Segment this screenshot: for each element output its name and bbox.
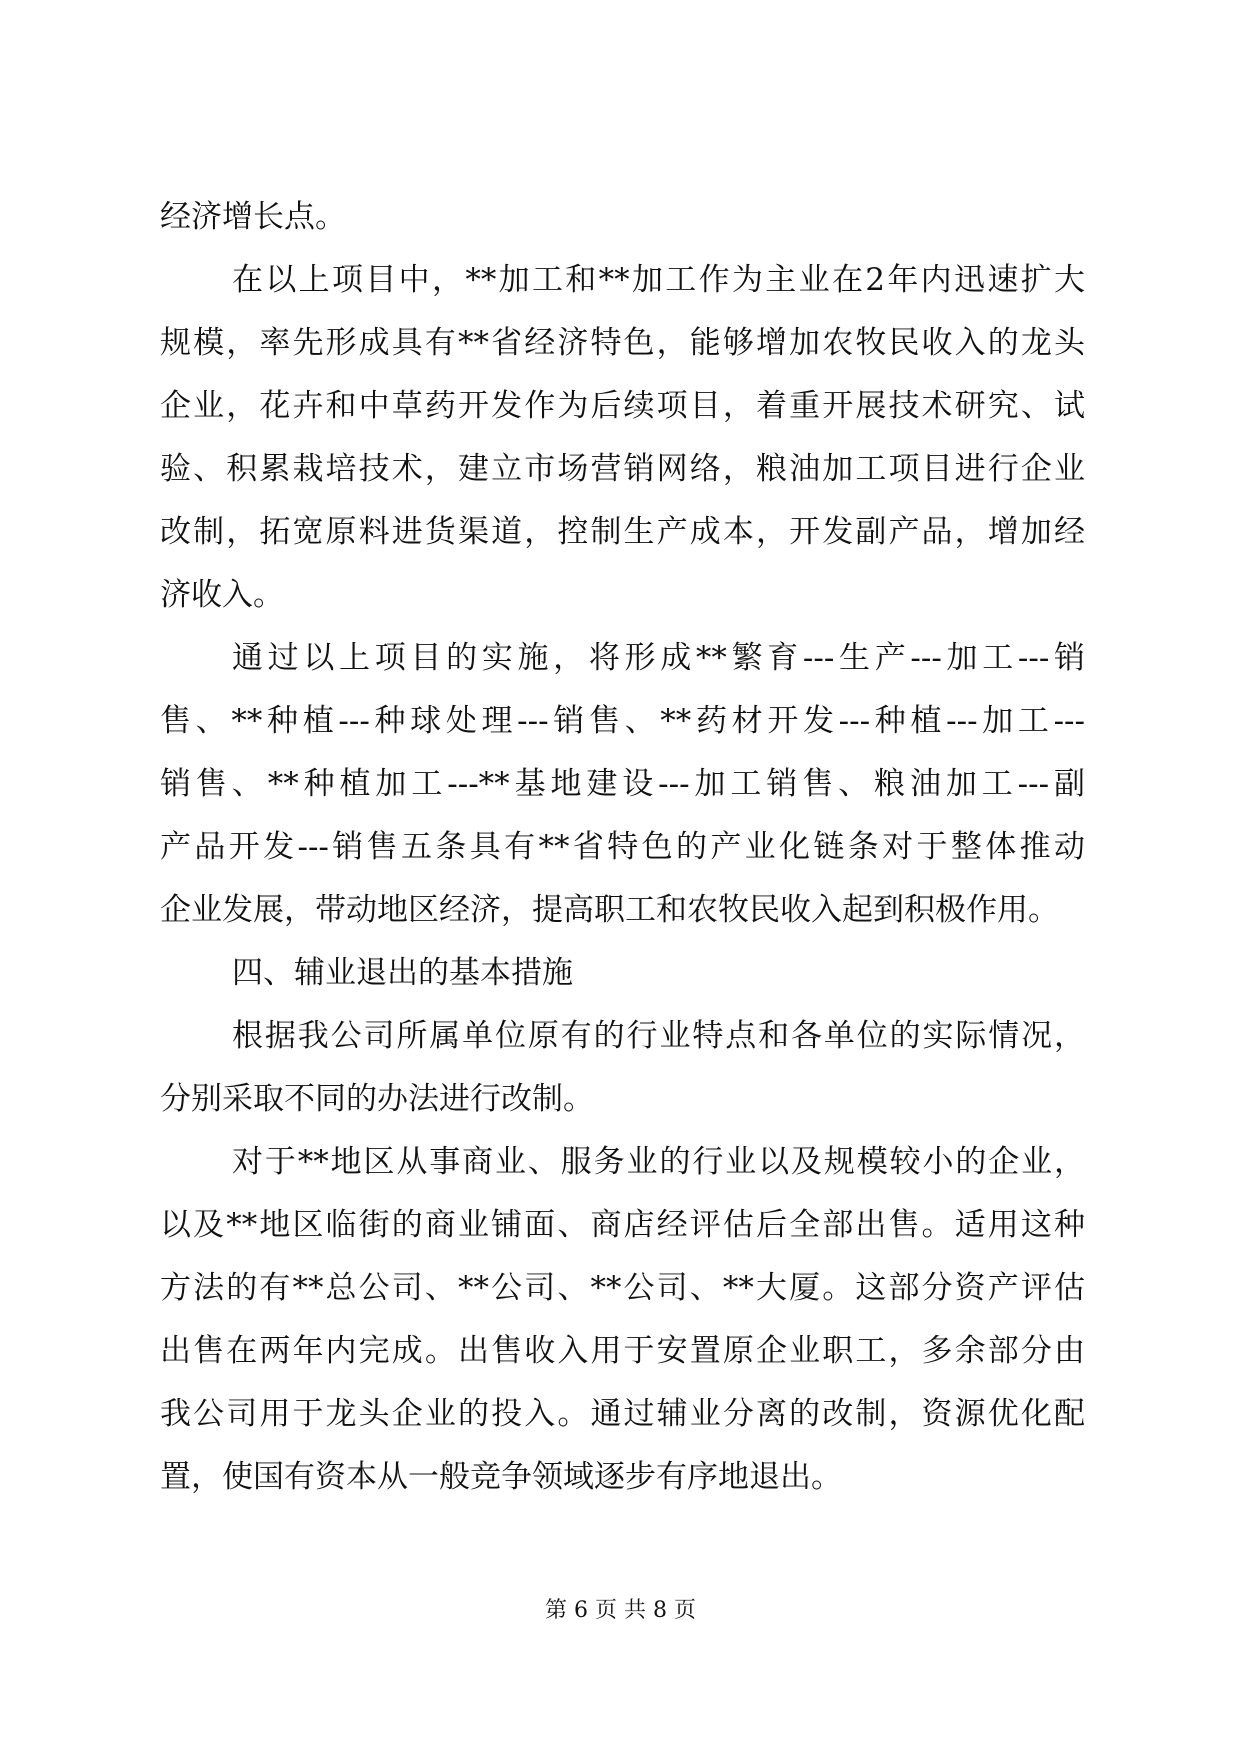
text-line: 在以上项目中，**加工和**加工作为主业在2年内迅速扩大 [232, 262, 1085, 298]
text-line: 四、辅业退出的基本措施 [232, 955, 573, 991]
text-line: 出售在两年内完成。出售收入用于安置原企业职工，多余部分由 [160, 1333, 1085, 1369]
text-line: 售、**种植---种球处理---销售、**药材开发---种植---加工--- [160, 703, 1085, 739]
text-line: 销售、**种植加工---**基地建设---加工销售、粮油加工---副 [160, 766, 1085, 802]
text-line: 改制，拓宽原料进货渠道，控制生产成本，开发副产品，增加经 [160, 514, 1085, 550]
text-line: 企业，花卉和中草药开发作为后续项目，着重开展技术研究、试 [160, 388, 1085, 424]
document-body [160, 186, 1085, 1509]
text-line: 置，使国有资本从一般竞争领域逐步有序地退出。 [160, 1459, 842, 1495]
text-line: 企业发展，带动地区经济，提高职工和农牧民收入起到积极作用。 [160, 892, 1059, 928]
text-line: 验、积累栽培技术，建立市场营销网络，粮油加工项目进行企业 [160, 451, 1085, 487]
text-line: 对于**地区从事商业、服务业的行业以及规模较小的企业， [232, 1144, 1085, 1180]
text-line: 分别采取不同的办法进行改制。 [160, 1081, 594, 1117]
text-line: 以及**地区临街的商业铺面、商店经评估后全部出售。适用这种 [160, 1207, 1085, 1243]
page-footer: 第 6 页 共 8 页 [545, 1598, 696, 1623]
text-line: 济收入。 [160, 577, 284, 613]
text-line: 规模，率先形成具有**省经济特色，能够增加农牧民收入的龙头 [160, 325, 1085, 361]
text-line: 根据我公司所属单位原有的行业特点和各单位的实际情况， [232, 1018, 1085, 1054]
text-line: 产品开发---销售五条具有**省特色的产业化链条对于整体推动 [160, 829, 1085, 865]
text-line: 经济增长点。 [160, 199, 346, 235]
text-line: 通过以上项目的实施，将形成**繁育---生产---加工---销 [232, 640, 1085, 676]
text-line: 我公司用于龙头企业的投入。通过辅业分离的改制，资源优化配 [160, 1396, 1085, 1432]
text-line: 方法的有**总公司、**公司、**公司、**大厦。这部分资产评估 [160, 1270, 1085, 1306]
